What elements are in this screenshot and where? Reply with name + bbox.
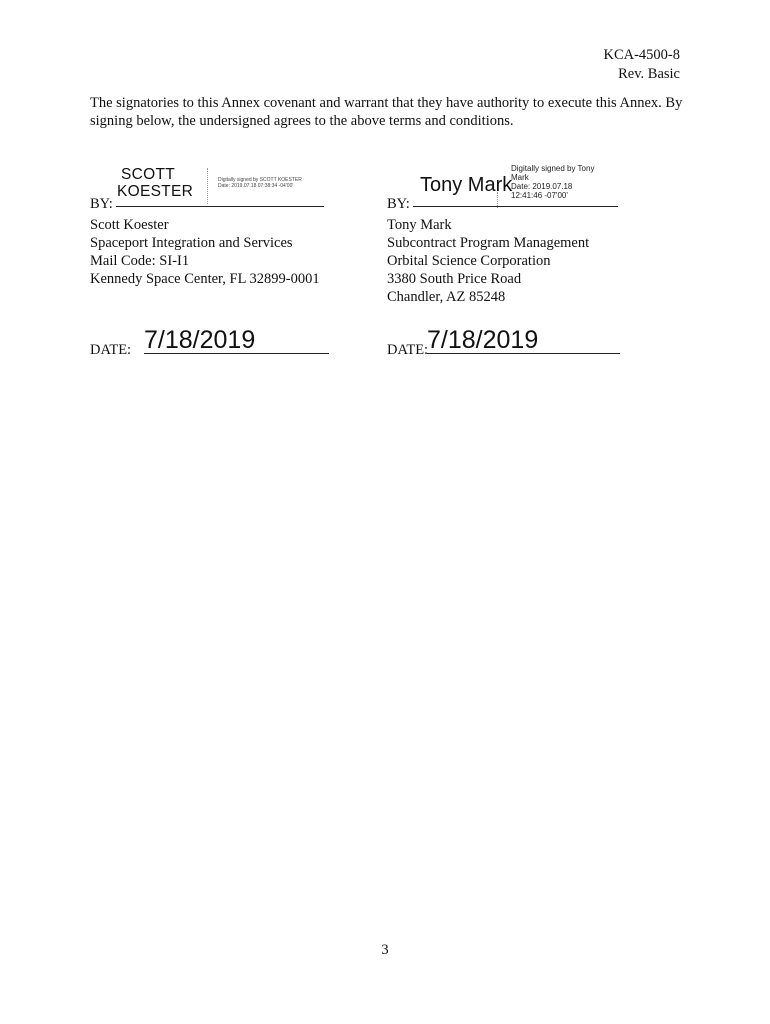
by-label: BY:	[90, 196, 113, 212]
date-label: DATE:	[90, 342, 132, 358]
date-rule	[144, 353, 329, 354]
date-value: 7/18/2019	[427, 326, 539, 354]
document-number: KCA-4500-8	[603, 47, 680, 63]
stamp-line: Digitally signed by Tony	[511, 164, 595, 173]
signature-text: Tony Mark	[420, 174, 513, 196]
stamp-line: Date: 2019.07.18	[511, 182, 573, 191]
date-left	[90, 322, 330, 358]
stamp-line: Mark	[511, 173, 529, 182]
digital-signature-stamp-right	[511, 164, 594, 200]
signatory-left	[90, 160, 350, 288]
signature-text-line1: SCOTT	[121, 166, 176, 183]
digital-signature-stamp-left	[218, 177, 302, 189]
stamp-line: Digitally signed by SCOTT KOESTER	[218, 177, 302, 183]
document-id-block	[603, 46, 680, 84]
date-rule	[427, 353, 620, 354]
signatory-company: Orbital Science Corporation	[387, 253, 551, 269]
signature-line-right	[387, 160, 647, 212]
document-revision: Rev. Basic	[618, 66, 680, 82]
signatory-mailcode: Mail Code: SI-I1	[90, 253, 190, 269]
signatory-org: Subcontract Program Management	[387, 235, 590, 251]
signatory-name: Tony Mark	[387, 217, 452, 233]
by-label: BY:	[387, 196, 410, 212]
date-line	[90, 322, 330, 358]
date-right	[387, 322, 627, 358]
signature-divider	[207, 168, 208, 204]
signatory-right	[387, 160, 647, 306]
date-label: DATE:	[387, 342, 429, 358]
signature-line-left	[90, 160, 350, 212]
signature-rule	[413, 206, 618, 207]
stamp-line: Date: 2019.07.18 07:38:34 -04'00'	[218, 183, 294, 189]
signatory-street: 3380 South Price Road	[387, 271, 522, 287]
date-line	[387, 322, 627, 358]
date-value: 7/18/2019	[144, 326, 256, 354]
intro-paragraph: The signatories to this Annex covenant and warrant that they have authority to execute this Annex. By signing below, the undersigned agrees to the above terms and conditions.	[90, 95, 683, 129]
signatory-address-left	[90, 216, 350, 288]
signatory-org: Spaceport Integration and Services	[90, 235, 293, 251]
signatory-name: Scott Koester	[90, 217, 169, 233]
signatory-city: Chandler, AZ 85248	[387, 289, 506, 305]
stamp-line: 12:41:46 -07'00'	[511, 191, 568, 200]
signature-rule	[116, 206, 324, 207]
signatory-city: Kennedy Space Center, FL 32899-0001	[90, 271, 320, 287]
signature-text-line2: KOESTER	[117, 183, 194, 200]
page-number: 3	[381, 942, 389, 958]
signatory-address-right	[387, 216, 647, 306]
